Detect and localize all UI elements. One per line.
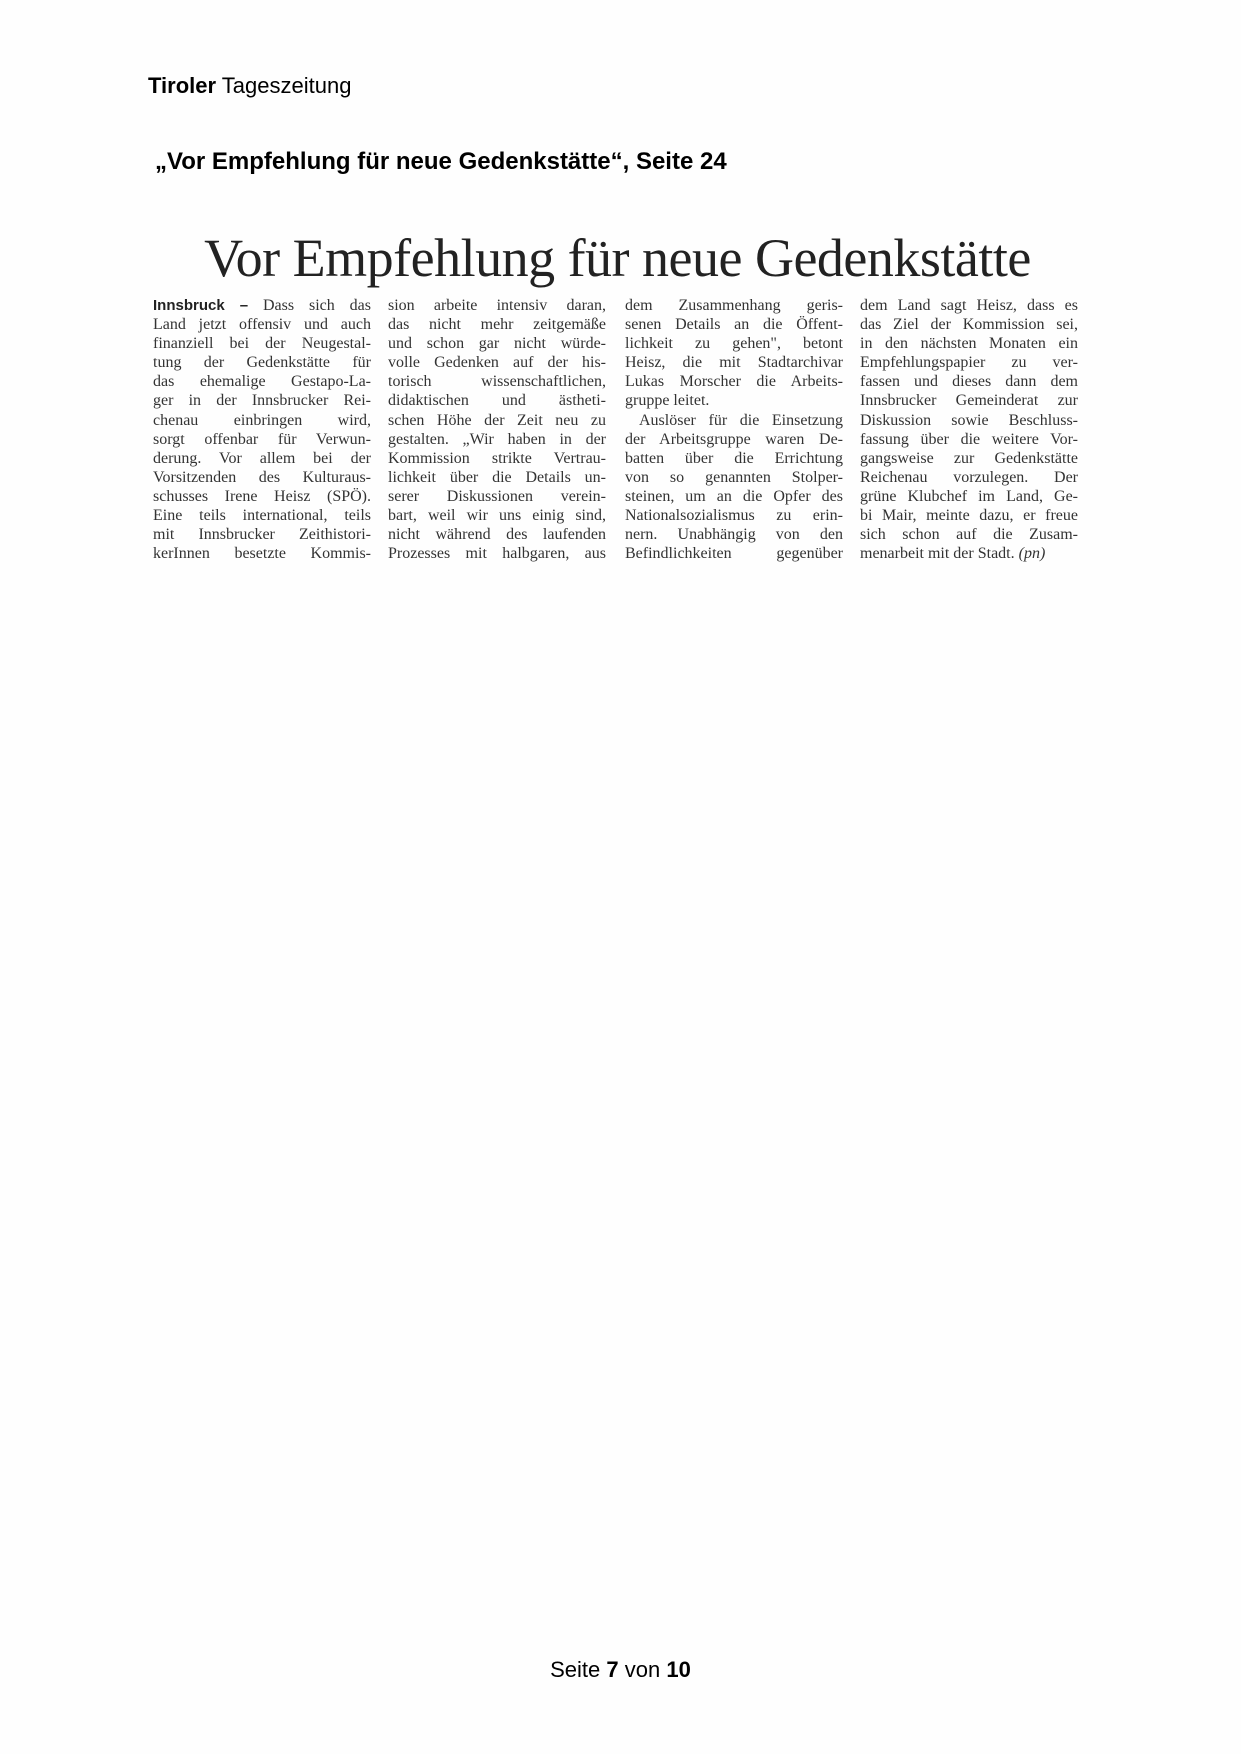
line-text: gestalten. „Wir haben in der xyxy=(388,430,606,448)
article-line xyxy=(388,315,606,334)
line-text: schen Höhe der Zeit neu zu xyxy=(388,411,606,429)
newspaper-name xyxy=(148,73,351,99)
line-text: Heisz, die mit Stadtarchivar xyxy=(625,354,843,372)
article-column-1 xyxy=(153,296,371,563)
article-line xyxy=(388,468,606,487)
line-text: Land jetzt offensiv und auch xyxy=(153,316,371,334)
article-line xyxy=(860,449,1078,468)
line-text: didaktischen und ästheti- xyxy=(388,392,606,410)
line-text: das Ziel der Kommission sei, xyxy=(860,316,1078,334)
dateline: Innsbruck – xyxy=(153,297,249,314)
article-line xyxy=(153,430,371,449)
line-text: Empfehlungspapier zu ver- xyxy=(860,354,1078,372)
article-clipping xyxy=(150,222,1085,572)
line-text: Reichenau vorzulegen. Der xyxy=(860,468,1078,486)
line-text: dem Land sagt Heisz, dass es xyxy=(860,297,1078,314)
article-line xyxy=(388,487,606,506)
article-line xyxy=(625,372,843,391)
line-text: grüne Klubchef im Land, Ge- xyxy=(860,487,1078,505)
line-text: von so genannten Stolper- xyxy=(625,468,843,486)
line-text: Innsbrucker Gemeinderat zur xyxy=(860,392,1078,410)
line-text: lichkeit zu gehen", betont xyxy=(625,335,843,353)
article-line xyxy=(388,353,606,372)
article-line xyxy=(153,334,371,353)
page-footer xyxy=(0,1657,1241,1683)
article-line xyxy=(860,411,1078,430)
line-text: Auslöser für die Einsetzung xyxy=(639,411,843,429)
line-text: torisch wissenschaftlichen, xyxy=(388,373,606,391)
line-text: bi Mair, meinte dazu, er freue xyxy=(860,507,1078,525)
article-line xyxy=(625,334,843,353)
line-text: fassen und dieses dann dem xyxy=(860,373,1078,391)
line-text: Nationalsozialismus zu erin- xyxy=(625,507,843,525)
line-text: sorgt offenbar für Verwun- xyxy=(153,430,371,448)
author-initials: (pn) xyxy=(1018,545,1046,563)
line-text: bart, weil wir uns einig sind, xyxy=(388,507,606,525)
article-line xyxy=(860,353,1078,372)
line-text: Prozesses mit halbgaren, aus xyxy=(388,545,606,563)
brand-rest: Tageszeitung xyxy=(221,73,352,98)
line-text: Diskussion sowie Beschluss- xyxy=(860,411,1078,429)
article-line xyxy=(625,353,843,372)
article-line xyxy=(388,506,606,525)
current-page: 7 xyxy=(606,1657,619,1682)
line-text: ger in der Innsbrucker Rei- xyxy=(153,392,371,410)
line-text: derung. Vor allem bei der xyxy=(153,449,371,467)
article-line xyxy=(860,430,1078,449)
article-line xyxy=(153,372,371,391)
article-line xyxy=(153,315,371,334)
line-text: das nicht mehr zeitgemäße xyxy=(388,316,606,334)
line-text: Dass sich das xyxy=(263,297,371,314)
article-line xyxy=(153,544,371,563)
article-line xyxy=(625,525,843,544)
article-line xyxy=(625,544,843,563)
brand-bold: Tiroler xyxy=(148,73,217,98)
footer-of: von xyxy=(624,1657,661,1682)
line-text: Vorsitzenden des Kulturaus- xyxy=(153,468,371,486)
article-line xyxy=(860,296,1078,315)
footer-prefix: Seite xyxy=(550,1657,601,1682)
line-text: nern. Unabhängig von den xyxy=(625,526,843,544)
article-line xyxy=(860,334,1078,353)
article-line xyxy=(388,411,606,430)
line-text: volle Gedenken auf der his- xyxy=(388,354,606,372)
total-pages: 10 xyxy=(666,1657,691,1682)
line-text: Befindlichkeiten gegenüber xyxy=(625,545,843,563)
article-line xyxy=(153,525,371,544)
article-line xyxy=(153,296,371,315)
article-line xyxy=(860,544,1078,563)
line-text: nicht während des laufenden xyxy=(388,526,606,544)
line-text: sion arbeite intensiv daran, xyxy=(388,297,606,314)
line-text: lichkeit über die Details un- xyxy=(388,468,606,486)
article-line xyxy=(153,411,371,430)
line-text: Kommission strikte Vertrau- xyxy=(388,449,606,467)
line-text: und schon gar nicht würde- xyxy=(388,335,606,353)
article-line xyxy=(388,391,606,410)
article-line xyxy=(625,430,843,449)
article-line xyxy=(388,525,606,544)
line-text: serer Diskussionen verein- xyxy=(388,487,606,505)
article-line xyxy=(860,506,1078,525)
line-text: kerInnen besetzte Kommis- xyxy=(153,545,371,563)
article-line xyxy=(153,468,371,487)
article-line xyxy=(388,334,606,353)
line-text: finanziell bei der Neugestal- xyxy=(153,335,371,353)
document-title: „Vor Empfehlung für neue Gedenkstätte“, Seite 24 xyxy=(155,148,727,175)
article-line xyxy=(625,487,843,506)
line-text: tung der Gedenkstätte für xyxy=(153,354,371,372)
article-line xyxy=(860,487,1078,506)
article-line xyxy=(153,487,371,506)
line-text: Eine teils international, teils xyxy=(153,507,371,525)
article-line xyxy=(153,449,371,468)
line-text: steinen, um an die Opfer des xyxy=(625,487,843,505)
line-text: das ehemalige Gestapo-La- xyxy=(153,373,371,391)
article-headline: Vor Empfehlung für neue Gedenkstätte xyxy=(204,228,1031,288)
article-column-2 xyxy=(388,296,606,563)
article-line xyxy=(860,391,1078,410)
line-text: senen Details an die Öffent- xyxy=(625,316,843,334)
line-text: Lukas Morscher die Arbeits- xyxy=(625,373,843,391)
line-text: schusses Irene Heisz (SPÖ). xyxy=(153,487,371,505)
article-line xyxy=(625,449,843,468)
line-text: in den nächsten Monaten ein xyxy=(860,335,1078,353)
article-line xyxy=(625,506,843,525)
line-text: mit Innsbrucker Zeithistori- xyxy=(153,526,371,544)
article-line xyxy=(153,506,371,525)
article-line xyxy=(625,468,843,487)
article-line xyxy=(388,372,606,391)
article-line xyxy=(153,391,371,410)
article-column-4 xyxy=(860,296,1078,563)
article-line xyxy=(625,296,843,315)
article-line xyxy=(388,430,606,449)
article-column-3 xyxy=(625,296,843,563)
article-line xyxy=(860,315,1078,334)
line-text: chenau einbringen wird, xyxy=(153,411,371,429)
line-text: gruppe leitet. xyxy=(625,392,710,410)
article-line xyxy=(625,315,843,334)
line-text: der Arbeitsgruppe waren De- xyxy=(625,430,843,448)
article-line xyxy=(625,391,843,410)
article-line xyxy=(153,353,371,372)
line-text: sich schon auf die Zusam- xyxy=(860,526,1078,544)
article-line xyxy=(860,525,1078,544)
line-text: menarbeit mit der Stadt. xyxy=(860,545,1015,563)
line-text: dem Zusammenhang geris- xyxy=(625,297,843,314)
line-text: batten über die Errichtung xyxy=(625,449,843,467)
article-line xyxy=(860,468,1078,487)
article-line xyxy=(860,372,1078,391)
article-line xyxy=(625,411,843,430)
article-line xyxy=(388,544,606,563)
article-line xyxy=(388,449,606,468)
article-line xyxy=(388,296,606,315)
line-text: gangsweise zur Gedenkstätte xyxy=(860,449,1078,467)
line-text: fassung über die weitere Vor- xyxy=(860,430,1078,448)
